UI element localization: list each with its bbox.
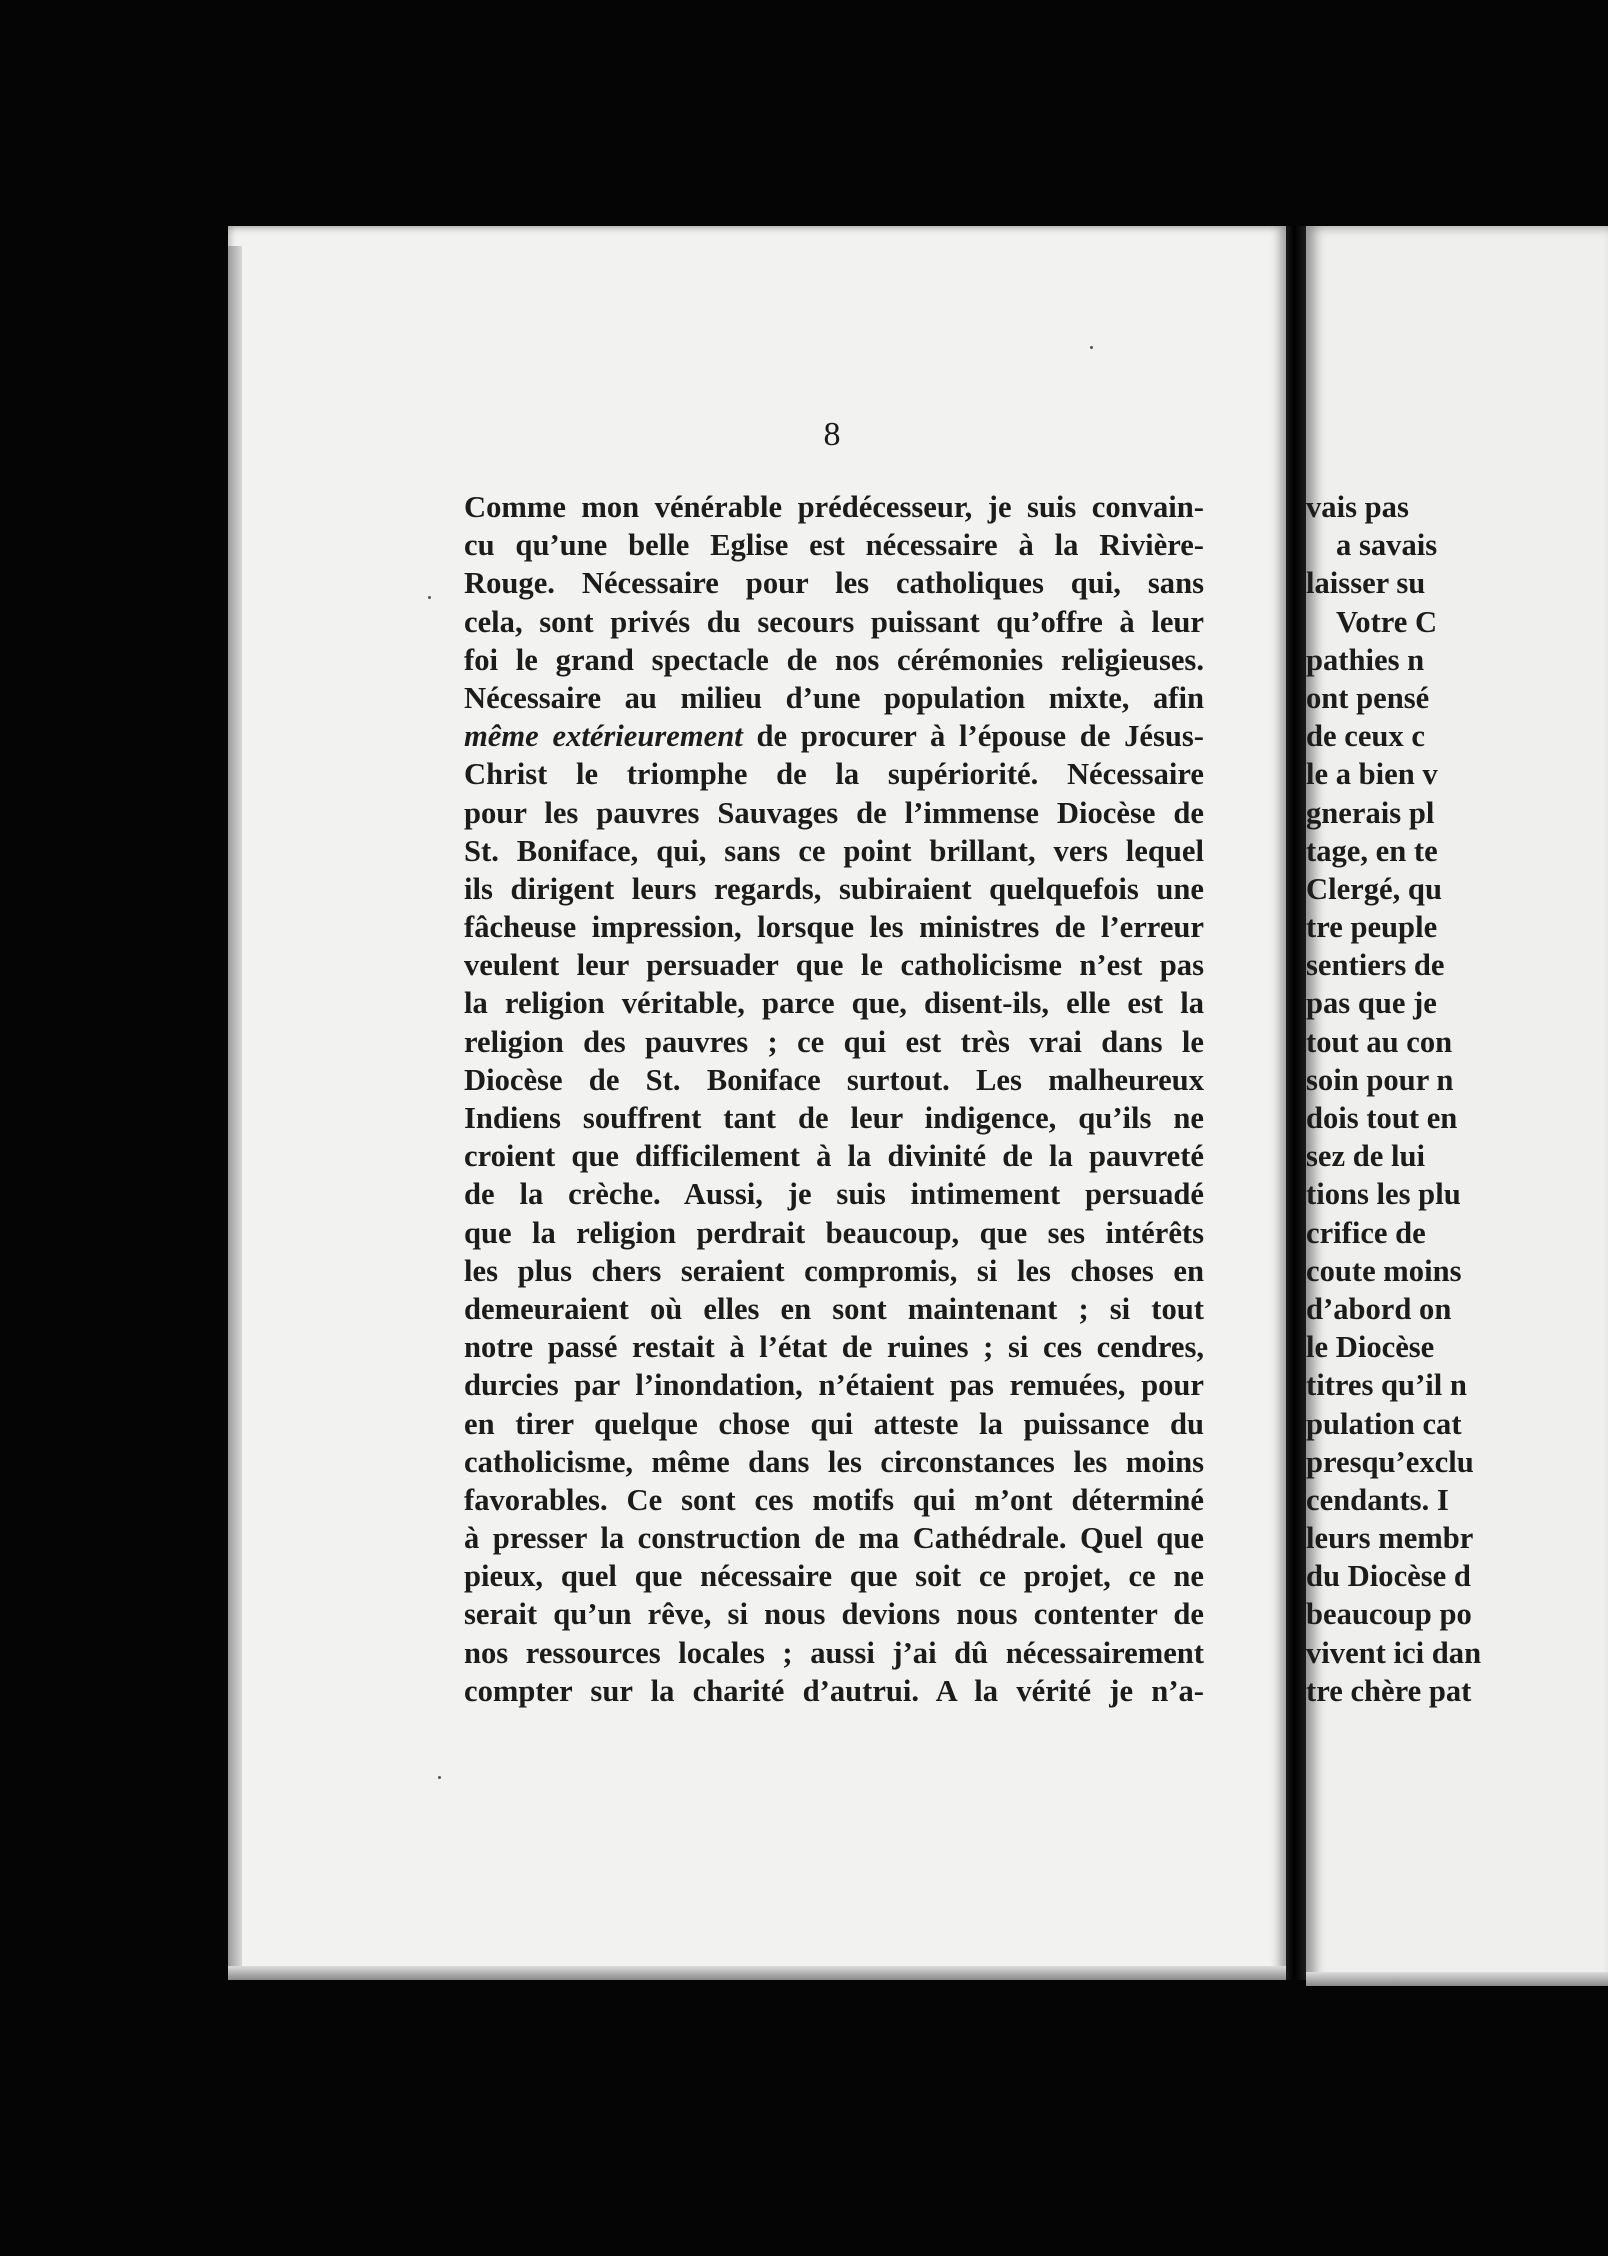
text-line: pathies n xyxy=(1306,642,1425,677)
text-segment: favorables. Ce sont ces motifs qui m’ont déterminé xyxy=(464,1482,1204,1517)
text-line: a savais xyxy=(1336,528,1438,563)
text-line: presqu’exclu xyxy=(1306,1444,1474,1479)
text-line xyxy=(464,1137,1204,1175)
text-segment: veulent leur persuader que le catholicisme n’est pas xyxy=(464,948,1204,983)
text-segment: en tirer quelque chose qui atteste la puissance du xyxy=(464,1406,1204,1441)
text-line xyxy=(464,1634,1204,1672)
text-line xyxy=(464,1023,1204,1061)
text-line xyxy=(464,717,1204,755)
text-segment: Diocèse de St. Boniface surtout. Les malheureux xyxy=(464,1062,1204,1097)
text-line: titres qu’il n xyxy=(1306,1368,1467,1403)
text-line xyxy=(464,564,1204,602)
text-segment: la religion véritable, parce que, disent-ils, elle est la xyxy=(464,986,1204,1021)
text-segment: foi le grand spectacle de nos cérémonies religieuses. xyxy=(464,642,1204,677)
text-segment: de la crèche. Aussi, je suis intimement persuadé xyxy=(464,1177,1204,1212)
text-line xyxy=(464,908,1204,946)
right-page xyxy=(1306,226,1608,1986)
text-line xyxy=(464,1252,1204,1290)
text-line xyxy=(464,946,1204,984)
text-line xyxy=(464,1366,1204,1404)
italic-text-segment: même extérieurement xyxy=(464,719,743,754)
speck xyxy=(428,596,431,599)
text-line: dois tout en xyxy=(1306,1101,1458,1135)
text-segment: notre passé restait à l’état de ruines ; si ces cendres, xyxy=(464,1330,1204,1365)
text-line xyxy=(464,832,1204,870)
text-line xyxy=(464,794,1204,832)
text-line xyxy=(464,1519,1204,1557)
text-line: tage, en te xyxy=(1306,833,1438,868)
text-line xyxy=(464,1290,1204,1328)
text-line xyxy=(464,603,1204,641)
text-segment: religion des pauvres ; ce qui est très vrai dans le xyxy=(464,1024,1204,1059)
text-line: laisser su xyxy=(1306,566,1426,601)
text-line: tions les plu xyxy=(1306,1177,1461,1212)
text-line xyxy=(464,1405,1204,1443)
text-line xyxy=(464,1481,1204,1519)
text-segment: cela, sont privés du secours puissant qu’offre à leur xyxy=(464,604,1204,639)
text-line: vais pas xyxy=(1306,490,1409,524)
text-line xyxy=(464,984,1204,1022)
text-line xyxy=(464,755,1204,793)
text-line: tre chère pat xyxy=(1306,1673,1472,1708)
text-line: Votre C xyxy=(1336,604,1438,639)
text-line: tout au con xyxy=(1306,1024,1453,1059)
text-segment: Indiens souffrent tant de leur indigence, qu’ils ne xyxy=(464,1101,1204,1135)
left-page xyxy=(228,226,1286,1980)
text-line xyxy=(464,1672,1204,1710)
text-line: le a bien v xyxy=(1306,757,1438,792)
text-segment: St. Boniface, qui, sans ce point brillant, vers lequel xyxy=(464,833,1204,868)
text-line xyxy=(464,1328,1204,1366)
text-segment: croient que difficilement à la divinité de la pauvreté xyxy=(464,1139,1204,1174)
text-segment: Rouge. Nécessaire pour les catholiques qui, sans xyxy=(464,566,1204,601)
text-segment: ils dirigent leurs regards, subiraient quelquefois une xyxy=(464,871,1204,906)
text-line xyxy=(464,526,1204,564)
text-segment: Christ le triomphe de la supériorité. Nécessaire xyxy=(464,757,1204,792)
text-line: d’abord on xyxy=(1306,1291,1452,1326)
text-segment: compter sur la charité d’autrui. A la vérité je n’a- xyxy=(464,1673,1204,1708)
text-line: Clergé, qu xyxy=(1306,871,1442,906)
text-segment: demeuraient où elles en sont maintenant ; si tout xyxy=(464,1291,1204,1326)
text-line xyxy=(464,1595,1204,1633)
text-line: sez de lui xyxy=(1306,1139,1425,1174)
text-line: du Diocèse d xyxy=(1306,1559,1471,1594)
text-line xyxy=(464,1214,1204,1252)
text-line xyxy=(464,1099,1204,1137)
text-segment: que la religion perdrait beaucoup, que ses intérêts xyxy=(464,1215,1204,1250)
text-segment: de procurer à l’épouse de Jésus- xyxy=(742,719,1204,754)
text-line xyxy=(464,1175,1204,1213)
text-segment: les plus chers seraient compromis, si les choses en xyxy=(464,1253,1204,1288)
book-gutter xyxy=(1286,226,1306,1980)
text-segment: Comme mon vénérable prédécesseur, je suis convain- xyxy=(464,490,1204,524)
text-line: vivent ici dan xyxy=(1306,1635,1482,1670)
text-line xyxy=(464,641,1204,679)
text-line: soin pour n xyxy=(1306,1062,1454,1097)
text-segment: durcies par l’inondation, n’étaient pas remuées, pour xyxy=(464,1368,1204,1403)
text-segment: Nécessaire au milieu d’une population mixte, afin xyxy=(464,680,1204,715)
text-line: sentiers de xyxy=(1306,948,1445,983)
right-page-body-text xyxy=(1306,488,1608,1710)
text-line xyxy=(464,870,1204,908)
text-segment: pour les pauvres Sauvages de l’immense Diocèse de xyxy=(464,795,1204,830)
text-line: de ceux c xyxy=(1306,719,1425,754)
text-line: coute moins xyxy=(1306,1253,1462,1288)
text-line xyxy=(464,488,1204,526)
text-line: crifice de xyxy=(1306,1215,1426,1250)
text-line xyxy=(464,1061,1204,1099)
text-line: le Diocèse xyxy=(1306,1330,1435,1365)
text-segment: catholicisme, même dans les circonstances les moins xyxy=(464,1444,1204,1479)
text-line xyxy=(464,1557,1204,1595)
text-line: leurs membr xyxy=(1306,1521,1474,1556)
text-line: pulation cat xyxy=(1306,1406,1462,1441)
text-line: beaucoup po xyxy=(1306,1597,1472,1632)
page-number: 8 xyxy=(823,416,841,453)
text-line: cendants. I xyxy=(1306,1482,1449,1517)
text-segment: serait qu’un rêve, si nous devions nous contenter de xyxy=(464,1597,1204,1632)
text-line: tre peuple xyxy=(1306,910,1438,945)
text-segment: fâcheuse impression, lorsque les ministres de l’erreur xyxy=(464,910,1204,945)
speck xyxy=(1090,346,1093,349)
text-line: gnerais pl xyxy=(1306,795,1435,830)
text-line: ont pensé xyxy=(1306,680,1430,715)
text-segment: pieux, quel que nécessaire que soit ce projet, ce ne xyxy=(464,1559,1204,1594)
speck xyxy=(438,1776,441,1779)
text-segment: nos ressources locales ; aussi j’ai dû nécessairement xyxy=(464,1635,1204,1670)
text-segment: à presser la construction de ma Cathédrale. Quel que xyxy=(464,1521,1204,1556)
text-line: pas que je xyxy=(1306,986,1437,1021)
text-line xyxy=(464,679,1204,717)
text-line xyxy=(464,1443,1204,1481)
text-segment: cu qu’une belle Eglise est nécessaire à la Rivière- xyxy=(464,528,1204,563)
left-page-body-text xyxy=(464,488,1204,1710)
